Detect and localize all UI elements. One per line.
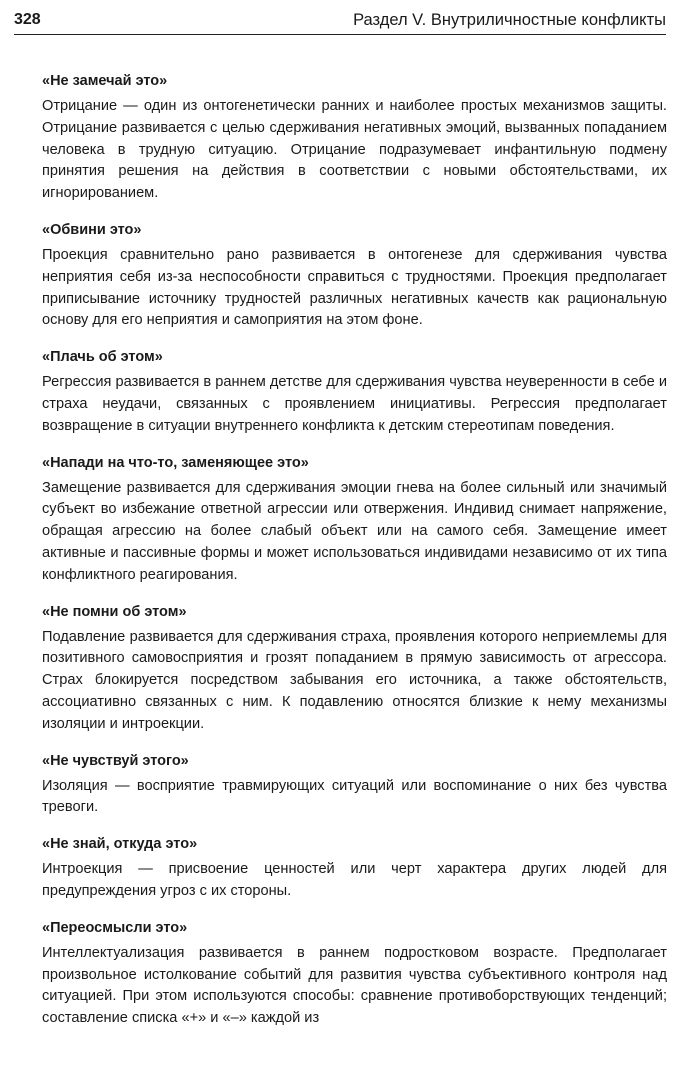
section-paragraph: Интеллектуализация развивается в раннем подростковом возрасте. Предполагает произвольное истолкование событий для развития чувства субъективного контроля над ситуацией. При этом используются способы: сравнение противоборствующих тенденций; составление списка «+» и «–» каждой из [42,944,667,1027]
section-paragraph: Изоляция — восприятие травмирующих ситуаций или воспоминание о них без чувства тревоги. [42,777,667,816]
section-regression [42,346,667,437]
section-denial [42,70,667,205]
section-displacement [42,452,667,587]
section-heading: «Не помни об этом» [42,603,187,620]
section-paragraph: Замещение развивается для сдерживания эмоции гнева на более сильный или значимый субъект во избежание ответной агрессии или отвержения. Индивид снимает напряжение, обращая агрессию на более слабый объект или на самого себя. Замещение имеет активные и пассивные формы и может использоваться индивидами независимо от их типа конфликтного реагирования. [42,479,667,583]
section-paragraph: Проекция сравнительно рано развивается в онтогенезе для сдерживания чувства неприятия себя из-за неспособности справиться с трудностями. Проекция предполагает приписывание источнику трудностей различных негативных качеств как рациональную основу для его неприятия и самоприятия на этом фоне. [42,246,667,329]
section-title: Раздел V. Внутриличностные конфликты [353,11,666,29]
section-heading: «Напади на что-то, заменяющее это» [42,454,309,471]
section-projection [42,219,667,332]
section-heading: «Не знай, откуда это» [42,836,198,853]
section-heading: «Не чувствуй этого» [42,752,189,769]
section-paragraph: Интроекция — присвоение ценностей или черт характера других людей для предупреждения угроз с их стороны. [42,861,667,899]
section-paragraph: Регрессия развивается в раннем детстве для сдерживания чувства неуверенности в себе и страха неудачи, связанных с проявлением инициативы. Регрессия предполагает возвращение в ситуации внутреннего конфликта к детским стереотипам поведения. [42,374,667,434]
page-number: 328 [14,11,41,28]
section-suppression [42,601,667,736]
section-intellectualization [42,917,667,1030]
section-heading: «Не замечай это» [42,73,168,89]
section-introjection [42,833,667,903]
section-heading: «Плачь об этом» [42,349,163,366]
section-paragraph: Подавление развивается для сдерживания страха, проявления которого неприемлемы для позитивного самовосприятия и грозят попаданием в прямую зависимость от агрессора. Страх блокируется посредством забывания его источника, а также обстоятельств, ассоциативно связанных с ним. К подавлению относятся близкие к нему механизмы изоляции и интроекции. [42,628,667,732]
main-content [42,70,667,1044]
running-head [14,8,666,35]
section-heading: «Переосмысли это» [42,919,188,936]
section-isolation [42,750,667,820]
section-paragraph: Отрицание — один из онтогенетически ранних и наиболее простых механизмов защиты. Отрицание развивается с целью сдерживания негативных эмоций, вызванных попаданием человека в трудную ситуацию. Отрицание подразумевает инфантильную подмену принятия решения на действия в соответствии с новыми обстоятельствами, их игнорированием. [42,98,667,202]
section-heading: «Обвини это» [42,221,142,238]
